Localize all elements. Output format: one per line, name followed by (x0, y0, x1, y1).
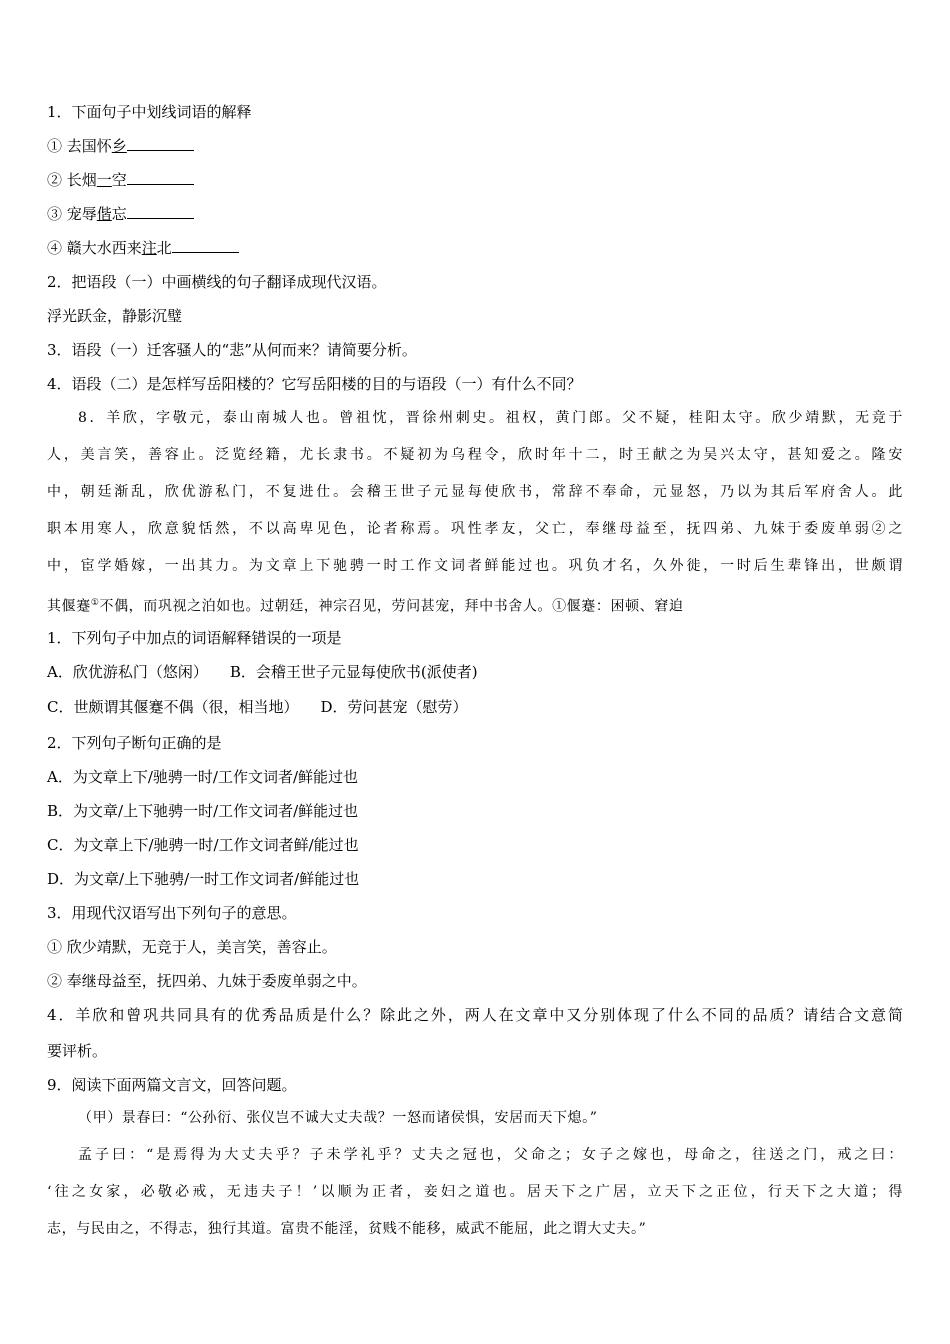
q8-q2-option-b: B．为文章/上下驰骋一时/工作文词者/鲜能过也 (47, 802, 359, 820)
footnote-marker: ① (90, 598, 100, 608)
passage-8-line-5: 中，宦学婚嫁，一出其力。为文章上下驰骋一时工作文词者鲜能过也。巩负才名，久外徙，一时后生辈锋出，世颇谓 (47, 558, 903, 574)
question-9-title: 9．阅读下面两篇文言文，回答问题。 (47, 1076, 297, 1094)
question-3-prompt: 3．语段（一）迁客骚人的“悲”从何而来？请简要分析。 (47, 341, 417, 359)
option-a: A．欣优游私门（悠闲） (47, 663, 208, 681)
passage-8-line-4: 职本用寒人，欣意貌恬然，不以高卑见色，论者称焉。巩性孝友，父亡，奉继母益至，抚四弟、九妹于委废单弱②之 (47, 521, 903, 537)
passage-9-para-2-line-1: 孟子曰：“是焉得为大丈夫乎？子未学礼乎？丈夫之冠也，父命之；女子之嫁也，母命之，往送之门，戒之曰： (78, 1147, 903, 1163)
passage-9-para-2-line-3: 志，与民由之，不得志，独行其道。富贵不能淫，贫贱不能移，威武不能屈，此之谓大丈夫。” (47, 1221, 647, 1237)
answer-blank (127, 136, 194, 151)
answer-blank (172, 238, 239, 253)
option-d: D．劳问甚宠（慰劳） (320, 698, 468, 716)
blank-item-1: ① 去国怀乡 (47, 135, 903, 157)
q8-question-1: 1．下列句子中加点的词语解释错误的一项是 (47, 629, 342, 647)
question-1-prompt: 1．下面句子中划线词语的解释 (47, 103, 252, 121)
answer-blank (127, 170, 194, 185)
blank-item-2: ② 长烟一空 (47, 169, 903, 191)
q8-question-4-line-2: 要评析。 (47, 1042, 108, 1060)
passage-8-line-2: 人，美言笑，善容止。泛览经籍，尤长隶书。不疑初为乌程令，欣时年十二，时王献之为吴兴太守，甚知爱之。隆安 (47, 447, 903, 463)
q8-options-ab (47, 661, 903, 683)
q8-q2-option-c: C．为文章上下/驰骋一时/工作文词者鲜/能过也 (47, 836, 359, 854)
passage-9-para-2-line-2: ‘往之女家，必敬必戒，无违夫子！’以顺为正者，妾妇之道也。居天下之广居，立天下之正位，行天下之大道；得 (47, 1184, 903, 1200)
question-2-prompt: 2．把语段（一）中画横线的句子翻译成现代汉语。 (47, 273, 387, 291)
q8-q2-option-d: D．为文章/上下驰骋/一时工作文词者/鲜能过也 (47, 870, 360, 888)
q8-options-cd (47, 696, 903, 718)
passage-8-line-6: 其偃蹇①不偶，而巩视之泊如也。过朝廷，神宗召见，劳问甚宠，拜中书舍人。①偃蹇：困顿、窘迫 (47, 598, 684, 615)
answer-blank (127, 204, 194, 219)
q8-q3-sentence-1: ① 欣少靖默，无竞于人，美言笑，善容止。 (47, 938, 337, 956)
blank-item-3: ③ 宠辱偕忘 (47, 203, 903, 225)
passage-8-line-1: 8．羊欣，字敬元，泰山南城人也。曾祖忱，晋徐州刺史。祖权，黄门郎。父不疑，桂阳太守。欣少靖默，无竞于 (78, 410, 903, 426)
q8-question-4-line-1: 4．羊欣和曾巩共同具有的优秀品质是什么？除此之外，两人在文章中又分别体现了什么不同的品质？请结合文意简 (47, 1006, 903, 1024)
translation-sentence: 浮光跃金，静影沉璧 (47, 307, 183, 325)
question-4-prompt: 4．语段（二）是怎样写岳阳楼的？它写岳阳楼的目的与语段（一）有什么不同？ (47, 375, 582, 393)
option-c: C．世颇谓其偃蹇不偶（很，相当地） (47, 698, 299, 716)
q8-question-2: 2．下列句子断句正确的是 (47, 734, 222, 752)
option-b: B．会稽王世子元显每使欣书(派使者) (229, 663, 478, 681)
q8-q3-sentence-2: ② 奉继母益至，抚四弟、九妹于委废单弱之中。 (47, 972, 367, 990)
q8-question-3: 3．用现代汉语写出下列句子的意思。 (47, 904, 297, 922)
passage-8-line-3: 中，朝廷渐乱，欣优游私门，不复进仕。会稽王世子元显每使欣书，常辞不奉命，元显怒，乃以为其后军府舍人。此 (47, 484, 903, 500)
passage-9-para-1: （甲）景春曰：“公孙衍、张仪岂不诚大丈夫哉？一怒而诸侯惧，安居而天下熄。” (78, 1110, 598, 1126)
blank-item-4: ④ 赣大水西来注北 (47, 237, 903, 259)
q8-q2-option-a: A．为文章上下/驰骋一时/工作文词者/鲜能过也 (47, 768, 358, 786)
